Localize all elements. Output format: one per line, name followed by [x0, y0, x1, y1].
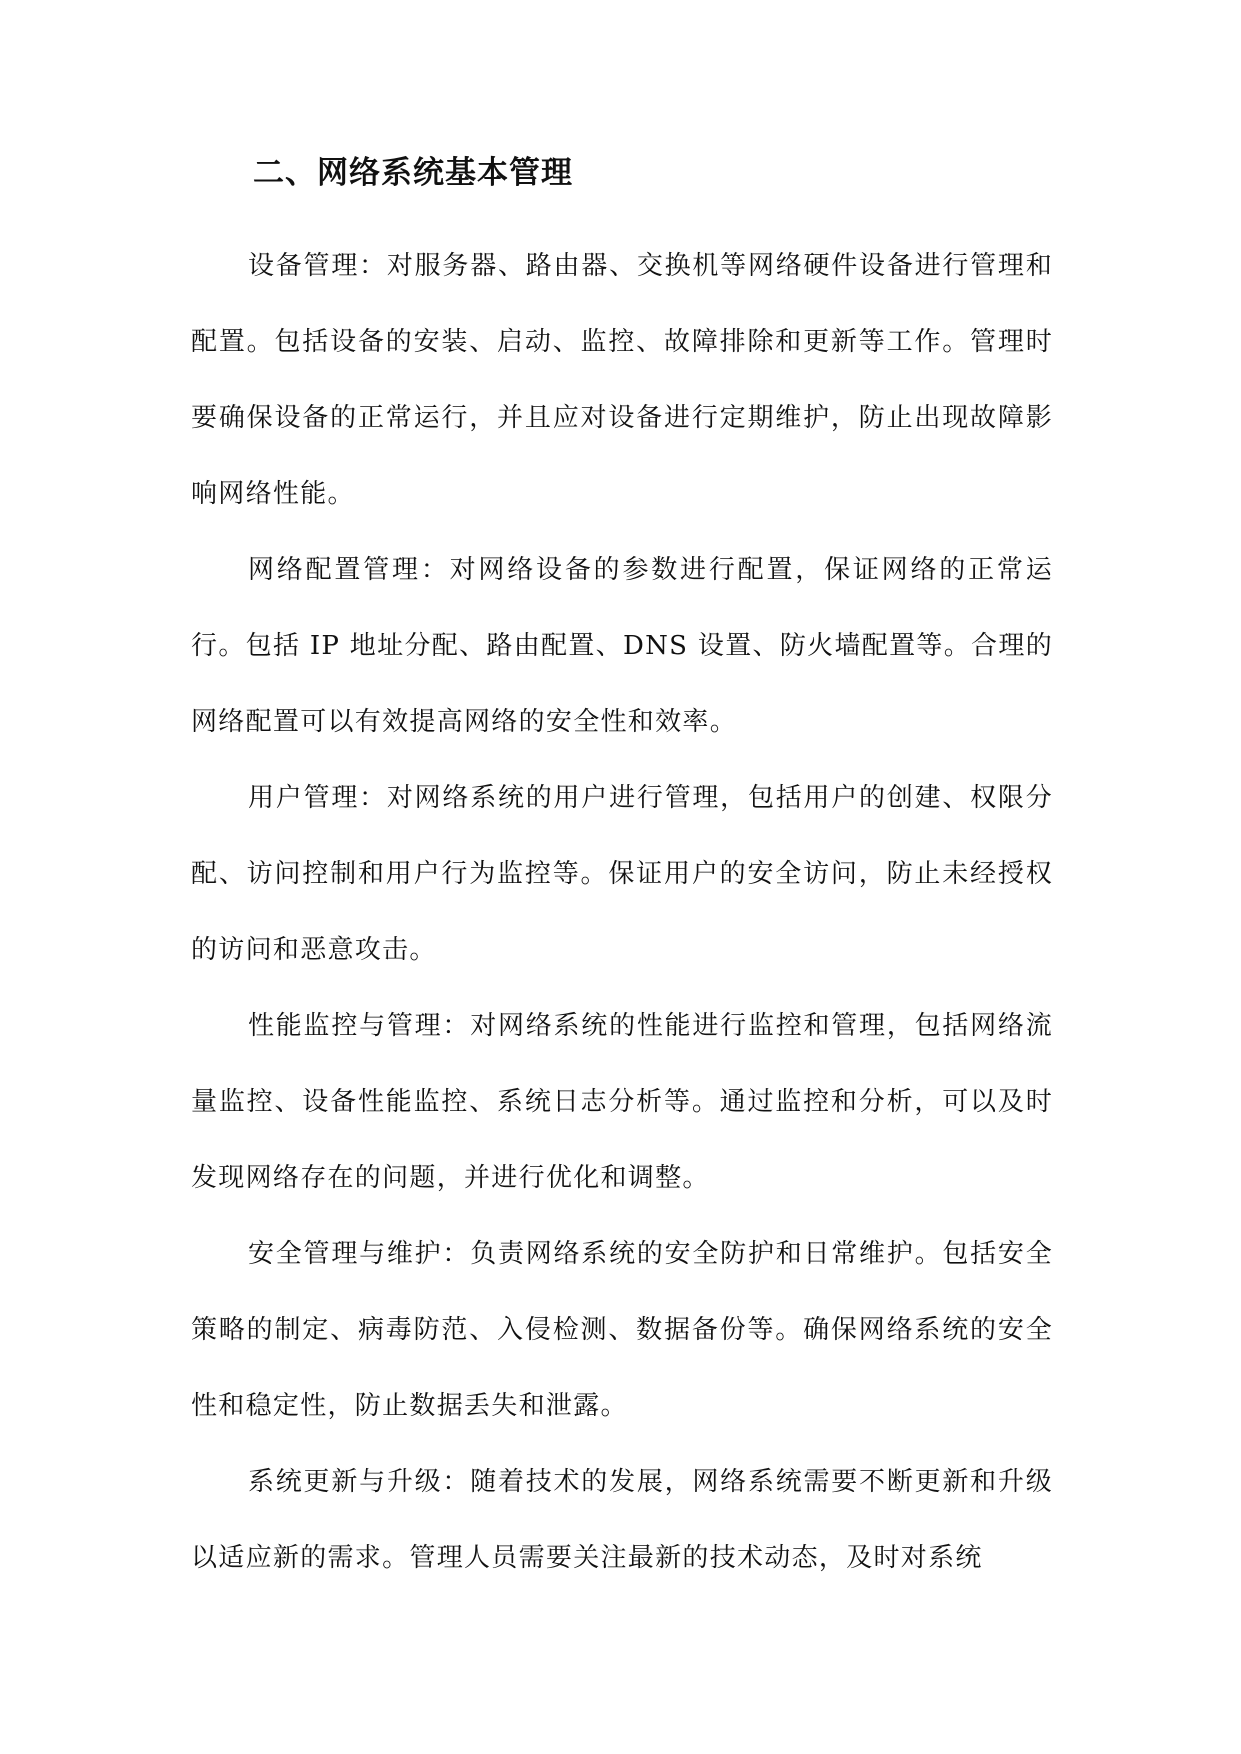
paragraph-device-management: 设备管理：对服务器、路由器、交换机等网络硬件设备进行管理和配置。包括设备的安装、启动、监控、故障排除和更新等工作。管理时要确保设备的正常运行，并且应对设备进行定期维护，防止出现故障影响网络性能。	[191, 251, 1053, 509]
paragraph-system-update: 系统更新与升级：随着技术的发展，网络系统需要不断更新和升级以适应新的需求。管理人员需要关注最新的技术动态，及时对系统	[191, 1467, 1053, 1573]
paragraph-performance-monitoring: 性能监控与管理：对网络系统的性能进行监控和管理，包括网络流量监控、设备性能监控、系统日志分析等。通过监控和分析，可以及时发现网络存在的问题，并进行优化和调整。	[191, 1011, 1053, 1193]
paragraph-user-management: 用户管理：对网络系统的用户进行管理，包括用户的创建、权限分配、访问控制和用户行为监控等。保证用户的安全访问，防止未经授权的访问和恶意攻击。	[191, 783, 1053, 965]
body-text	[191, 228, 1053, 1596]
section-heading: 二、网络系统基本管理	[253, 155, 573, 191]
paragraph-security-maintenance: 安全管理与维护：负责网络系统的安全防护和日常维护。包括安全策略的制定、病毒防范、入侵检测、数据备份等。确保网络系统的安全性和稳定性，防止数据丢失和泄露。	[191, 1239, 1053, 1421]
paragraph-network-configuration: 网络配置管理：对网络设备的参数进行配置，保证网络的正常运行。包括 IP 地址分配、路由配置、DNS 设置、防火墙配置等。合理的网络配置可以有效提高网络的安全性和效率。	[191, 555, 1053, 737]
